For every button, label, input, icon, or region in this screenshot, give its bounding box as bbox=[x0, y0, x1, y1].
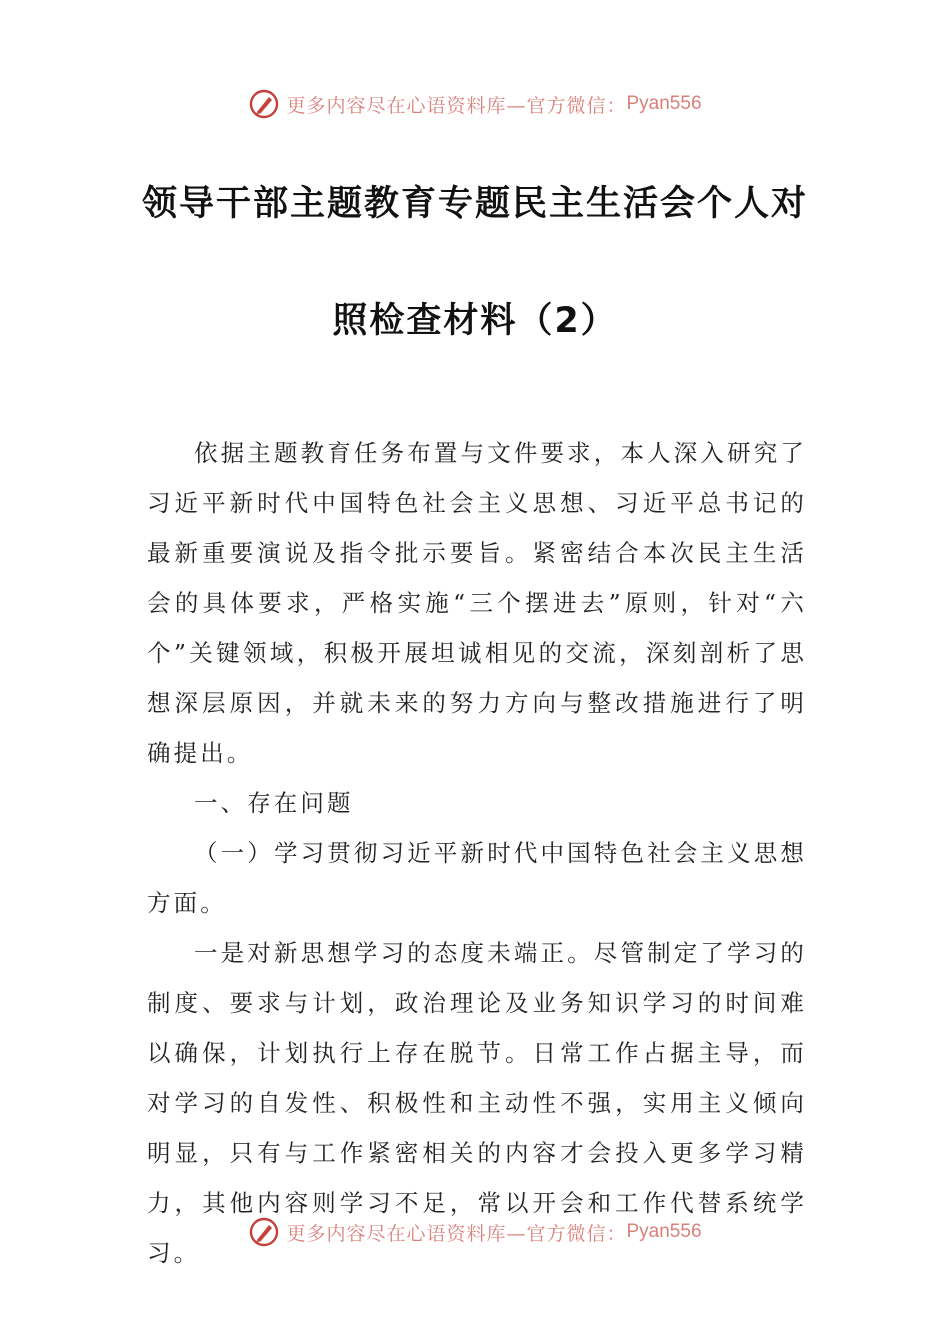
paragraph-point-one: 一是对新思想学习的态度未端正。尽管制定了学习的制度、要求与计划，政治理论及业务知识学习的时间难以确保，计划执行上存在脱节。日常工作占据主导，而对学习的自发性、积极性和主动性不强，实用主义倾向明显，只有与工作紧密相关的内容才会投入更多学习精力，其他内容则学习不足，常以开会和工作代替系统学习。 bbox=[147, 939, 807, 1267]
paragraph-intro: 依据主题教育任务布置与文件要求，本人深入研究了习近平新时代中国特色社会主义思想、习近平总书记的最新重要演说及指令批示要旨。紧密结合本次民主生活会的具体要求，严格实施“三个摆进去”原则，针对“六个”关键领域，积极开展坦诚相见的交流，深刻剖析了思想深层原因，并就未来的努力方向与整改措施进行了明确提出。 bbox=[147, 439, 807, 767]
pen-logo-icon bbox=[248, 88, 280, 120]
section-heading-problems: 一、存在问题 bbox=[194, 789, 354, 817]
subsection-heading-study: （一）学习贯彻习近平新时代中国特色社会主义思想方面。 bbox=[147, 839, 807, 917]
pen-logo-icon bbox=[248, 1216, 280, 1248]
document-title-line1: 领导干部主题教育专题民主生活会个人对 bbox=[141, 184, 808, 224]
watermark-header bbox=[0, 84, 950, 124]
watermark-text: 更多内容尽在心语资料库—官方微信： bbox=[286, 1222, 627, 1245]
watermark-wechat-id: Pyan556 bbox=[626, 93, 702, 114]
document-title-line2: 照检查材料（2） bbox=[332, 301, 618, 341]
watermark-footer bbox=[0, 1212, 950, 1252]
watermark-text: 更多内容尽在心语资料库—官方微信： bbox=[286, 94, 627, 117]
watermark-wechat-id: Pyan556 bbox=[626, 1221, 702, 1242]
document-body bbox=[147, 428, 807, 1278]
